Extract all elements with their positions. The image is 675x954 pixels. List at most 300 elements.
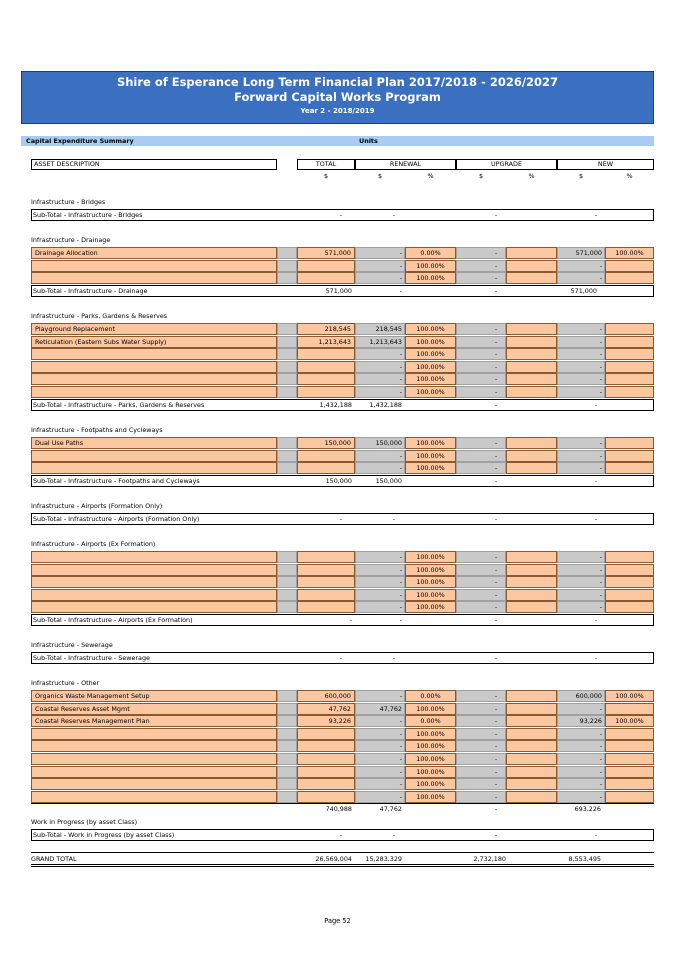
- grand-total-upgrade: 2,732,180: [473, 855, 506, 863]
- row-total: [297, 740, 355, 752]
- row-upgrade: -: [494, 792, 498, 801]
- row-spacer: [277, 791, 297, 803]
- row-spacer: [277, 348, 297, 360]
- row-upgrade-pct: [506, 778, 557, 790]
- header-renewal: RENEWAL: [355, 159, 456, 170]
- row-upgrade-pct: [506, 462, 557, 474]
- row-new: -: [599, 755, 602, 763]
- row-description: [31, 740, 277, 752]
- row-new-pct: [605, 703, 654, 715]
- subtotal-label: Sub-Total - Work in Progress (by asset Class): [33, 831, 175, 839]
- unit-renewal: $: [377, 172, 383, 180]
- row-new-pct: [605, 437, 654, 449]
- row-new-pct: [605, 564, 654, 576]
- row-description: [31, 260, 277, 272]
- subtotal-upgrade: -: [494, 831, 498, 839]
- row-description: [31, 778, 277, 790]
- subtotal-new: -: [594, 515, 597, 523]
- row-total: [297, 728, 355, 740]
- row-new-pct: [605, 336, 654, 348]
- row-upgrade-pct: [506, 323, 557, 335]
- row-new: -: [599, 274, 602, 283]
- row-upgrade: -: [494, 261, 498, 270]
- row-total: 218,545: [297, 323, 355, 335]
- row-renewal: -: [399, 578, 402, 587]
- row-new-pct: [605, 766, 654, 778]
- grand-total-renewal: 15,283,329: [365, 855, 402, 863]
- row-spacer: [277, 740, 297, 752]
- section-title: Infrastructure - Other: [31, 679, 100, 687]
- row-renewal-pct: 0.00%: [405, 715, 456, 727]
- row-new: -: [599, 337, 602, 346]
- row-new: -: [599, 590, 602, 599]
- row-description: Dual Use Paths: [31, 437, 277, 449]
- row-renewal-pct: 100.00%: [405, 348, 456, 360]
- grand-total-double-rule: [31, 866, 654, 867]
- row-upgrade: -: [494, 274, 498, 283]
- row-total: [297, 272, 355, 284]
- row-spacer: [277, 589, 297, 601]
- row-spacer: [277, 386, 297, 398]
- row-renewal: 47,762: [379, 704, 402, 713]
- subtotal-upgrade: -: [494, 477, 498, 485]
- subtotal-renewal: -: [392, 211, 395, 219]
- row-new-pct: [605, 778, 654, 790]
- row-new: -: [599, 350, 602, 359]
- row-renewal: -: [399, 792, 402, 801]
- row-upgrade: -: [494, 388, 498, 396]
- section-title: Infrastructure - Airports (Ex Formation): [31, 540, 156, 548]
- row-renewal-pct: 100.00%: [405, 373, 456, 385]
- row-upgrade-pct: [506, 564, 557, 576]
- row-renewal-pct: 100.00%: [405, 361, 456, 373]
- row-description: Playground Replacement: [31, 323, 277, 335]
- row-upgrade-pct: [506, 766, 557, 778]
- row-total: [297, 386, 355, 398]
- row-spacer: [277, 462, 297, 474]
- row-new-pct: [605, 753, 654, 765]
- capital-summary-bar: [21, 136, 654, 146]
- row-renewal: -: [399, 553, 402, 561]
- row-upgrade: -: [494, 767, 498, 776]
- row-spacer: [277, 323, 297, 335]
- row-renewal-pct: 100.00%: [405, 576, 456, 588]
- row-upgrade-pct: [506, 260, 557, 272]
- subtotal-renewal: 47,762: [379, 805, 402, 813]
- subtotal-upgrade: -: [494, 616, 498, 624]
- row-spacer: [277, 564, 297, 576]
- row-renewal: -: [399, 692, 402, 700]
- row-new: -: [599, 767, 602, 776]
- row-upgrade-pct: [506, 690, 557, 702]
- subtotal-total: 1,432,188: [319, 401, 352, 409]
- row-upgrade-pct: [506, 601, 557, 613]
- row-new: -: [599, 439, 602, 447]
- subtotal-total: -: [339, 654, 342, 662]
- row-description: [31, 589, 277, 601]
- row-renewal-pct: 100.00%: [405, 450, 456, 462]
- row-total: 93,226: [297, 715, 355, 727]
- row-upgrade-pct: [506, 551, 557, 563]
- subtotal-new: -: [594, 477, 597, 485]
- row-upgrade: -: [494, 742, 498, 751]
- row-upgrade-pct: [506, 437, 557, 449]
- subtotal-label: Sub-Total - Infrastructure - Bridges: [33, 211, 143, 219]
- capital-summary-label: Capital Expenditure Summary: [26, 137, 134, 145]
- row-description: Drainage Allocation: [31, 247, 277, 259]
- row-spacer: [277, 690, 297, 702]
- section-title: Infrastructure - Footpaths and Cycleways: [31, 426, 163, 434]
- row-upgrade: -: [494, 755, 498, 763]
- row-new: -: [599, 578, 602, 587]
- row-spacer: [277, 260, 297, 272]
- grand-total-total: 26,569,004: [315, 855, 352, 863]
- subtotal-renewal: -: [399, 287, 402, 295]
- row-new-pct: [605, 272, 654, 284]
- unit-total: $: [323, 172, 329, 180]
- row-total: [297, 766, 355, 778]
- header-asset-description: ASSET DESCRIPTION: [31, 159, 277, 170]
- row-description: [31, 551, 277, 563]
- row-new-pct: [605, 601, 654, 613]
- row-upgrade-pct: [506, 589, 557, 601]
- row-description: [31, 791, 277, 803]
- row-upgrade: -: [494, 578, 498, 587]
- section-title: Infrastructure - Drainage: [31, 236, 111, 244]
- row-total: [297, 564, 355, 576]
- row-renewal-pct: 100.00%: [405, 336, 456, 348]
- row-renewal-pct: 100.00%: [405, 791, 456, 803]
- header-upgrade: UPGRADE: [456, 159, 557, 170]
- grand-total-top-rule: [31, 852, 654, 853]
- section-title: Infrastructure - Airports (Formation Only): [31, 502, 163, 510]
- row-upgrade: -: [494, 464, 498, 473]
- subtotal-label: Sub-Total - Infrastructure - Airports (Ex Formation): [33, 616, 193, 624]
- subtotal-upgrade: -: [494, 287, 498, 295]
- row-new: -: [599, 388, 602, 396]
- row-spacer: [277, 766, 297, 778]
- unit-renewal-pct: %: [427, 172, 434, 180]
- subtotal-renewal: 150,000: [375, 477, 402, 485]
- row-upgrade-pct: [506, 272, 557, 284]
- row-renewal-pct: 100.00%: [405, 728, 456, 740]
- row-new-pct: [605, 728, 654, 740]
- row-upgrade: -: [494, 717, 498, 726]
- row-renewal: -: [399, 261, 402, 270]
- row-total: [297, 450, 355, 462]
- subtotal-renewal: -: [392, 831, 395, 839]
- row-new: -: [599, 742, 602, 751]
- subtotal-upgrade: -: [494, 515, 498, 523]
- row-renewal: -: [399, 451, 402, 460]
- row-total: 47,762: [297, 703, 355, 715]
- row-new-pct: 100.00%: [605, 715, 654, 727]
- row-upgrade: -: [494, 350, 498, 359]
- report-banner: [21, 71, 654, 124]
- row-new: -: [599, 792, 602, 801]
- row-spacer: [277, 450, 297, 462]
- row-new: -: [599, 261, 602, 270]
- row-total: [297, 778, 355, 790]
- row-description: Coastal Reserves Management Plan: [31, 715, 277, 727]
- row-description: [31, 462, 277, 474]
- row-upgrade: -: [494, 249, 498, 257]
- row-new: -: [599, 375, 602, 384]
- row-spacer: [277, 601, 297, 613]
- subtotal-renewal: -: [392, 515, 395, 523]
- row-upgrade: -: [494, 439, 498, 447]
- row-renewal-pct: 100.00%: [405, 778, 456, 790]
- row-total: [297, 361, 355, 373]
- row-renewal-pct: 100.00%: [405, 753, 456, 765]
- subtotal-total: -: [339, 515, 342, 523]
- row-new-pct: 100.00%: [605, 247, 654, 259]
- section-title: Infrastructure - Sewerage: [31, 641, 113, 649]
- row-total: [297, 348, 355, 360]
- row-renewal: -: [399, 362, 402, 371]
- unit-new-pct: %: [626, 172, 633, 180]
- row-upgrade: -: [494, 565, 498, 574]
- row-description: [31, 386, 277, 398]
- row-upgrade: -: [494, 590, 498, 599]
- subtotal-label: Sub-Total - Infrastructure - Sewerage: [33, 654, 150, 662]
- row-total: [297, 462, 355, 474]
- row-description: [31, 450, 277, 462]
- section-title: Infrastructure - Parks, Gardens & Reserves: [31, 312, 168, 320]
- header-new: NEW: [557, 159, 654, 170]
- row-new-pct: [605, 373, 654, 385]
- row-renewal-pct: 100.00%: [405, 462, 456, 474]
- subtotal-total: -: [339, 211, 342, 219]
- row-upgrade-pct: [506, 336, 557, 348]
- subtotal-new: -: [594, 831, 597, 839]
- row-new-pct: [605, 260, 654, 272]
- unit-upgrade: $: [478, 172, 484, 180]
- row-renewal-pct: 100.00%: [405, 703, 456, 715]
- row-new: 571,000: [575, 249, 602, 257]
- row-spacer: [277, 715, 297, 727]
- row-renewal: 1,213,643: [369, 337, 402, 346]
- row-renewal-pct: 100.00%: [405, 589, 456, 601]
- subtotal-new: -: [594, 401, 597, 409]
- row-total: 150,000: [297, 437, 355, 449]
- subtotal-total: -: [349, 616, 352, 624]
- row-upgrade-pct: [506, 450, 557, 462]
- row-upgrade-pct: [506, 348, 557, 360]
- row-spacer: [277, 437, 297, 449]
- row-renewal: -: [399, 590, 402, 599]
- row-description: Organics Waste Management Setup: [31, 690, 277, 702]
- row-upgrade-pct: [506, 753, 557, 765]
- row-new-pct: [605, 576, 654, 588]
- row-renewal: -: [399, 274, 402, 283]
- row-new: -: [599, 704, 602, 713]
- row-new: -: [599, 325, 602, 333]
- row-upgrade: -: [494, 362, 498, 371]
- row-renewal: -: [399, 388, 402, 396]
- row-upgrade-pct: [506, 361, 557, 373]
- unit-new: $: [578, 172, 584, 180]
- row-new-pct: [605, 450, 654, 462]
- row-new: -: [599, 362, 602, 371]
- row-new: -: [599, 464, 602, 473]
- row-description: [31, 361, 277, 373]
- row-total: [297, 373, 355, 385]
- row-total: 600,000: [297, 690, 355, 702]
- row-new-pct: [605, 386, 654, 398]
- row-renewal: -: [399, 464, 402, 473]
- grand-total-rule: [31, 864, 654, 865]
- row-renewal: -: [399, 767, 402, 776]
- row-upgrade-pct: [506, 247, 557, 259]
- subtotal-renewal: -: [399, 616, 402, 624]
- row-renewal: -: [399, 565, 402, 574]
- row-spacer: [277, 703, 297, 715]
- row-upgrade-pct: [506, 715, 557, 727]
- report-subtitle: Forward Capital Works Program: [234, 90, 441, 104]
- row-renewal: -: [399, 350, 402, 359]
- row-upgrade-pct: [506, 386, 557, 398]
- row-total: [297, 791, 355, 803]
- row-new-pct: [605, 462, 654, 474]
- subtotal-upgrade: -: [494, 211, 498, 219]
- row-spacer: [277, 728, 297, 740]
- row-total: [297, 753, 355, 765]
- row-spacer: [277, 272, 297, 284]
- row-total: [297, 551, 355, 563]
- section-title: Infrastructure - Bridges: [31, 198, 106, 206]
- row-new: -: [599, 451, 602, 460]
- row-spacer: [277, 551, 297, 563]
- row-upgrade: -: [494, 692, 498, 700]
- row-renewal-pct: 100.00%: [405, 260, 456, 272]
- row-description: [31, 373, 277, 385]
- row-description: [31, 272, 277, 284]
- row-renewal-pct: 100.00%: [405, 323, 456, 335]
- row-spacer: [277, 247, 297, 259]
- row-spacer: [277, 753, 297, 765]
- subtotal-new: -: [594, 616, 597, 624]
- row-new-pct: [605, 323, 654, 335]
- row-upgrade: -: [494, 553, 498, 561]
- row-spacer: [277, 576, 297, 588]
- row-renewal-pct: 100.00%: [405, 272, 456, 284]
- subtotal-total: 150,000: [325, 477, 352, 485]
- row-description: [31, 728, 277, 740]
- row-upgrade-pct: [506, 728, 557, 740]
- row-new: -: [599, 603, 602, 612]
- row-new: 600,000: [575, 692, 602, 700]
- row-description: [31, 576, 277, 588]
- row-total: [297, 601, 355, 613]
- row-description: [31, 753, 277, 765]
- row-upgrade: -: [494, 704, 498, 713]
- row-total: 571,000: [297, 247, 355, 259]
- row-spacer: [277, 336, 297, 348]
- row-new-pct: [605, 348, 654, 360]
- row-upgrade: -: [494, 729, 498, 738]
- row-renewal-pct: 100.00%: [405, 766, 456, 778]
- row-upgrade: -: [494, 337, 498, 346]
- subtotal-upgrade: -: [494, 805, 498, 813]
- row-new: -: [599, 729, 602, 738]
- row-new-pct: [605, 740, 654, 752]
- subtotal-renewal: 1,432,188: [369, 401, 402, 409]
- row-upgrade: -: [494, 375, 498, 384]
- row-renewal-pct: 100.00%: [405, 740, 456, 752]
- subtotal-upgrade: -: [494, 401, 498, 409]
- row-renewal-pct: 100.00%: [405, 601, 456, 613]
- row-renewal: -: [399, 742, 402, 751]
- row-total: 1,213,643: [297, 336, 355, 348]
- subtotal-renewal: -: [392, 654, 395, 662]
- row-new: -: [599, 565, 602, 574]
- subtotal-label: Sub-Total - Infrastructure - Parks, Gardens & Reserves: [33, 401, 205, 409]
- unit-upgrade-pct: %: [528, 172, 535, 180]
- row-description: Coastal Reserves Asset Mgmt: [31, 703, 277, 715]
- report-year: Year 2 - 2018/2019: [300, 107, 375, 115]
- row-renewal: -: [399, 249, 402, 257]
- row-renewal: -: [399, 717, 402, 726]
- subtotal-total: 571,000: [325, 287, 352, 295]
- row-renewal: -: [399, 603, 402, 612]
- row-upgrade: -: [494, 325, 498, 333]
- row-new: -: [599, 780, 602, 789]
- row-renewal: 218,545: [375, 325, 402, 333]
- row-renewal: -: [399, 780, 402, 789]
- row-renewal: -: [399, 375, 402, 384]
- row-new: -: [599, 553, 602, 561]
- row-renewal-pct: 100.00%: [405, 386, 456, 398]
- row-upgrade: -: [494, 451, 498, 460]
- grand-total-label: GRAND TOTAL: [31, 855, 77, 863]
- row-upgrade-pct: [506, 576, 557, 588]
- row-renewal: -: [399, 729, 402, 738]
- row-spacer: [277, 373, 297, 385]
- page-number: Page 52: [324, 917, 351, 925]
- row-description: Reticulation (Eastern Subs Water Supply): [31, 336, 277, 348]
- grand-total-new: 8,553,495: [568, 855, 601, 863]
- row-spacer: [277, 361, 297, 373]
- row-description: [31, 564, 277, 576]
- row-total: [297, 576, 355, 588]
- row-renewal: -: [399, 755, 402, 763]
- row-new: 93,226: [579, 717, 602, 726]
- row-upgrade-pct: [506, 373, 557, 385]
- row-upgrade: -: [494, 780, 498, 789]
- subtotal-new: 571,000: [570, 287, 597, 295]
- row-new-pct: [605, 589, 654, 601]
- row-upgrade-pct: [506, 740, 557, 752]
- row-renewal: 150,000: [375, 439, 402, 447]
- row-new-pct: 100.00%: [605, 690, 654, 702]
- row-new-pct: [605, 791, 654, 803]
- row-description: [31, 766, 277, 778]
- row-total: [297, 589, 355, 601]
- header-total: TOTAL: [297, 159, 355, 170]
- row-upgrade-pct: [506, 791, 557, 803]
- row-total: [297, 260, 355, 272]
- subtotal-label: Sub-Total - Infrastructure - Drainage: [33, 287, 148, 295]
- row-renewal-pct: 100.00%: [405, 551, 456, 563]
- subtotal-label: Sub-Total - Infrastructure - Airports (Formation Only): [33, 515, 200, 523]
- subtotal-label: Sub-Total - Infrastructure - Footpaths and Cycleways: [33, 477, 200, 485]
- row-upgrade: -: [494, 603, 498, 612]
- report-title: Shire of Esperance Long Term Financial Plan 2017/2018 - 2026/2027: [116, 75, 559, 89]
- subtotal-new: 693,226: [574, 805, 601, 813]
- row-renewal-pct: 100.00%: [405, 437, 456, 449]
- row-description: [31, 348, 277, 360]
